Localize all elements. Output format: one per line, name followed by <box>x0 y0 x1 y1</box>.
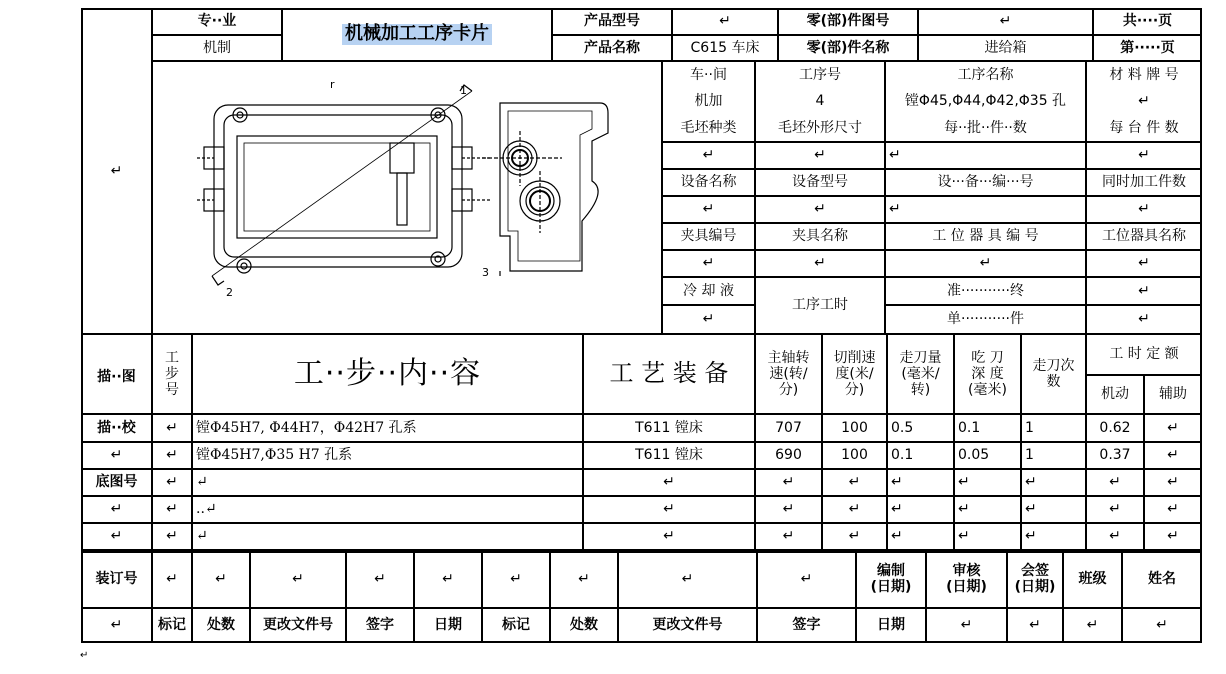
step-cell-depth: ↵ <box>954 523 1021 550</box>
step-cell-passes: 1 <box>1021 414 1086 442</box>
footer-last-blank: ↵ <box>81 608 152 643</box>
product-name-label: 产品名称 <box>552 35 672 61</box>
workshop-cell <box>662 61 755 142</box>
coolant-label: 冷 却 液 <box>662 277 755 305</box>
blank-type-label: 毛坯种类 <box>680 119 737 136</box>
feed-header: 走刀量 (毫米/ 转) <box>887 334 954 414</box>
step-cell-feed: ↵ <box>887 496 954 523</box>
countersign-label: 会签 (日期) <box>1007 550 1063 608</box>
step-cell-depth: 0.1 <box>954 414 1021 442</box>
step-cell-aux: ↵ <box>1144 496 1202 523</box>
speed-header: 主轴转 速(转/ 分) <box>755 334 822 414</box>
quota-header: 工 时 定 额 <box>1086 334 1202 375</box>
equip-no-value: ↵ <box>885 196 1086 223</box>
step-cell-passes: 1 <box>1021 442 1086 469</box>
station-no-value: ↵ <box>885 250 1086 277</box>
footer-blank-7: ↵ <box>550 550 618 608</box>
card-title: 机械加工工序卡片 <box>342 24 492 45</box>
step-cell-cut: ↵ <box>822 523 887 550</box>
material-label: 材 料 牌 号 <box>1109 67 1179 84</box>
step-cell-passes: ↵ <box>1021 469 1086 496</box>
side-row-4: ↵ <box>81 496 152 523</box>
single-time-value: ↵ <box>1086 305 1202 334</box>
product-model-label: 产品型号 <box>552 8 672 35</box>
op-name-cell <box>885 61 1086 142</box>
station-name-value: ↵ <box>1086 250 1202 277</box>
step-cell-equip: ↵ <box>583 469 755 496</box>
date-label-2: 日期 <box>856 608 926 643</box>
blank-dim-value: ↵ <box>755 142 885 169</box>
footer-sign-blank-3: ↵ <box>1063 608 1122 643</box>
review-label: 审核 (日期) <box>926 550 1007 608</box>
step-cell-content: 镗Φ45H7,Φ35 H7 孔系 <box>192 442 583 469</box>
class-label: 班级 <box>1063 550 1122 608</box>
step-cell-no: ↵ <box>152 442 192 469</box>
simul-value: ↵ <box>1086 196 1202 223</box>
step-cell-aux: ↵ <box>1144 414 1202 442</box>
count-label-2: 处数 <box>550 608 618 643</box>
equip-name-value: ↵ <box>662 196 755 223</box>
compile-label: 编制 (日期) <box>856 550 926 608</box>
change-doc-label-1: 更改文件号 <box>250 608 346 643</box>
change-doc-label-2: 更改文件号 <box>618 608 757 643</box>
material-value: ↵ <box>1138 93 1150 110</box>
major-label: 专··业 <box>152 8 282 35</box>
step-cell-feed: 0.1 <box>887 442 954 469</box>
step-content-header: 工··步··内··容 <box>192 334 583 414</box>
page-no-label: 第·····页 <box>1093 35 1202 61</box>
step-cell-feed: ↵ <box>887 523 954 550</box>
product-model-value: ↵ <box>672 8 778 35</box>
step-cell-aux: ↵ <box>1144 523 1202 550</box>
per-unit-label: 每 台 件 数 <box>1109 119 1179 136</box>
name-label: 姓名 <box>1122 550 1202 608</box>
single-time-label: 单···········件 <box>885 305 1086 334</box>
count-label-1: 处数 <box>192 608 250 643</box>
footer-blank-5: ↵ <box>414 550 482 608</box>
blank-dim-label: 毛坯外形尺寸 <box>778 119 862 136</box>
material-cell <box>1086 61 1202 142</box>
side-row-5: ↵ <box>81 523 152 550</box>
footer-blank-6: ↵ <box>482 550 550 608</box>
footer-blank-2: ↵ <box>192 550 250 608</box>
total-pages-label: 共····页 <box>1093 8 1202 35</box>
sign-label-1: 签字 <box>346 608 414 643</box>
step-cell-feed: 0.5 <box>887 414 954 442</box>
fixture-name-label: 夹具名称 <box>755 223 885 250</box>
step-cell-machine: 0.62 <box>1086 414 1144 442</box>
step-cell-no: ↵ <box>152 469 192 496</box>
step-cell-aux: ↵ <box>1144 469 1202 496</box>
footer-sign-blank-2: ↵ <box>1007 608 1063 643</box>
mark-label-2: 标记 <box>482 608 550 643</box>
op-no-label: 工序号 <box>799 67 841 84</box>
cut-speed-header: 切削速 度(米/ 分) <box>822 334 887 414</box>
footer-blank-9: ↵ <box>757 550 856 608</box>
machine-time-header: 机动 <box>1086 375 1144 414</box>
depth-header: 吃 刀 深 度 (毫米) <box>954 334 1021 414</box>
station-name-label: 工位器具名称 <box>1086 223 1202 250</box>
step-cell-equip: ↵ <box>583 496 755 523</box>
step-cell-depth: ↵ <box>954 469 1021 496</box>
step-cell-equip: T611 镗床 <box>583 414 755 442</box>
step-cell-speed: ↵ <box>755 523 822 550</box>
step-cell-content: ↵ <box>192 523 583 550</box>
base-drawing-label: 底图号 <box>81 469 152 496</box>
left-margin-top <box>81 8 152 334</box>
equip-name-label: 设备名称 <box>662 169 755 196</box>
step-cell-equip: T611 镗床 <box>583 442 755 469</box>
sketch-label-d: 2 <box>226 286 233 299</box>
footer-blank-4: ↵ <box>346 550 414 608</box>
step-cell-depth: ↵ <box>954 496 1021 523</box>
equip-model-value: ↵ <box>755 196 885 223</box>
passes-header: 走刀次 数 <box>1021 334 1086 414</box>
sketch-label-b: 1 <box>460 84 467 97</box>
mark-label-1: 标记 <box>152 608 192 643</box>
trace-label: 描··图 <box>97 368 136 385</box>
step-cell-cut: 100 <box>822 414 887 442</box>
fixture-no-value: ↵ <box>662 250 755 277</box>
step-cell-passes: ↵ <box>1021 496 1086 523</box>
step-cell-cut: ↵ <box>822 469 887 496</box>
step-no-header: 工 步 号 <box>152 334 192 414</box>
sketch-label-a: r <box>330 78 335 91</box>
para-mark: ↵ <box>110 162 123 179</box>
step-cell-aux: ↵ <box>1144 442 1202 469</box>
step-cell-depth: 0.05 <box>954 442 1021 469</box>
op-name-value: 镗Φ45,Φ44,Φ42,Φ35 孔 <box>904 93 1067 110</box>
step-cell-no: ↵ <box>152 496 192 523</box>
step-cell-machine: ↵ <box>1086 523 1144 550</box>
sign-label-2: 签字 <box>757 608 856 643</box>
equip-header: 工 艺 装 备 <box>583 334 755 414</box>
blank-type-value: ↵ <box>662 142 755 169</box>
part-drawing-no-value: ↵ <box>918 8 1093 35</box>
left-margin-mid <box>81 334 152 414</box>
op-name-label: 工序名称 <box>957 67 1014 84</box>
sketch-label-c: 3 <box>482 266 489 279</box>
major-value: 机制 <box>152 35 282 61</box>
part-drawing-no-label: 零(部)件图号 <box>778 8 918 35</box>
step-cell-passes: ↵ <box>1021 523 1086 550</box>
card-title-cell <box>282 8 552 61</box>
part-name-label: 零(部)件名称 <box>778 35 918 61</box>
coolant-value: ↵ <box>662 305 755 334</box>
op-no-value: 4 <box>815 93 825 110</box>
part-name-value: 进给箱 <box>918 35 1093 61</box>
step-cell-no: ↵ <box>152 523 192 550</box>
footer-blank-1: ↵ <box>152 550 192 608</box>
step-cell-machine: ↵ <box>1086 469 1144 496</box>
station-no-label: 工 位 器 具 编 号 <box>885 223 1086 250</box>
step-cell-content: 镗Φ45H7, Φ44H7，Φ42H7 孔系 <box>192 414 583 442</box>
product-name-value: C615 车床 <box>672 35 778 61</box>
op-time-label: 工序工时 <box>755 277 885 334</box>
trailing-para-mark: ↵ <box>80 650 89 661</box>
prep-time-label: 准···········终 <box>885 277 1086 305</box>
per-batch-value: ↵ <box>885 142 1086 169</box>
check-label: 描··校 <box>81 414 152 442</box>
step-cell-speed: 707 <box>755 414 822 442</box>
step-cell-cut: 100 <box>822 442 887 469</box>
footer-sign-blank-4: ↵ <box>1122 608 1202 643</box>
step-cell-content: ↵ <box>192 469 583 496</box>
step-cell-cut: ↵ <box>822 496 887 523</box>
footer-blank-8: ↵ <box>618 550 757 608</box>
step-cell-speed: ↵ <box>755 496 822 523</box>
workshop-label: 车··间 <box>690 67 727 84</box>
workshop-value: 机加 <box>694 93 723 110</box>
side-row-2: ↵ <box>81 442 152 469</box>
footer-sign-blank-1: ↵ <box>926 608 1007 643</box>
step-cell-equip: ↵ <box>583 523 755 550</box>
fixture-no-label: 夹具编号 <box>662 223 755 250</box>
equip-model-label: 设备型号 <box>755 169 885 196</box>
bind-label: 装订号 <box>81 550 152 608</box>
footer-blank-3: ↵ <box>250 550 346 608</box>
step-cell-feed: ↵ <box>887 469 954 496</box>
prep-time-value: ↵ <box>1086 277 1202 305</box>
op-no-cell <box>755 61 885 142</box>
simul-label: 同时加工件数 <box>1086 169 1202 196</box>
aux-time-header: 辅助 <box>1144 375 1202 414</box>
fixture-name-value: ↵ <box>755 250 885 277</box>
per-unit-value: ↵ <box>1086 142 1202 169</box>
step-cell-machine: ↵ <box>1086 496 1144 523</box>
step-cell-no: ↵ <box>152 414 192 442</box>
date-label-1: 日期 <box>414 608 482 643</box>
step-cell-speed: 690 <box>755 442 822 469</box>
per-batch-label: 每··批··件··数 <box>944 119 1027 136</box>
step-cell-machine: 0.37 <box>1086 442 1144 469</box>
step-cell-speed: ↵ <box>755 469 822 496</box>
equip-no-label: 设···备···编···号 <box>885 169 1086 196</box>
step-cell-content: ..↵ <box>192 496 583 523</box>
